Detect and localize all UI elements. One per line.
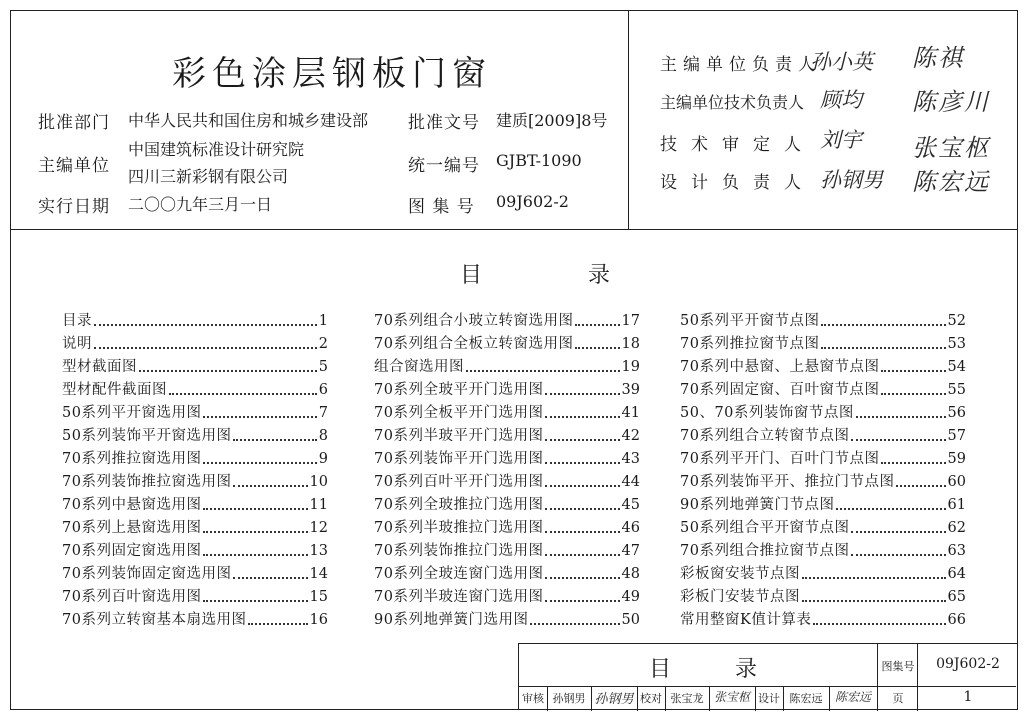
review-label: 审核 [522,692,544,705]
toc-entry-leader [575,333,619,349]
sig-row-sign-a-2: 顾均 [820,88,862,112]
check-signature: 张宝枢 [713,690,750,704]
page-number: 1 [963,689,973,705]
toc-entry-page: 46 [621,520,640,536]
toc-entry [680,586,966,609]
sig-row-sign-a-1: 孙小英 [810,50,873,74]
atlas-no-label: 图 集 号 [408,197,475,217]
toc-entry-page: 16 [309,612,328,628]
toc-entry [374,425,640,448]
toc-entry-leader [545,379,619,395]
toc-entry-page: 52 [947,313,966,329]
chief-unit-1: 中国建筑标准设计研究院 [128,140,305,159]
sig-row-label-2: 主编单位技术负责人 [660,93,805,112]
toc-entry-leader [881,356,945,372]
toc-entry [62,379,328,402]
toc-entry-title: 70系列中悬窗、上悬窗节点图 [680,359,880,375]
header-divider [10,229,1018,230]
toc-entry-title: 70系列上悬窗选用图 [62,520,202,536]
approval-dept: 中华人民共和国住房和城乡建设部 [128,111,369,130]
signature-block [660,46,1010,206]
toc-entry-leader [545,448,619,464]
toc-entry-title: 70系列立转窗基本扇选用图 [62,612,247,628]
toc-entry [680,540,966,563]
toc-entry [374,471,640,494]
toc-entry [62,448,328,471]
toc-entry-leader [203,517,307,533]
toc-entry [374,540,640,563]
toc-entry-title: 说明 [62,336,92,352]
toc-entry-title: 50系列平开窗选用图 [62,405,202,421]
toc-entry-title: 彩板门安装节点图 [680,589,800,605]
check-label: 校对 [640,692,662,705]
toc-entry-title: 70系列固定窗选用图 [62,543,202,559]
toc-entry [680,379,966,402]
design-signature: 陈宏远 [834,690,871,704]
toc-entry-leader [802,563,946,579]
sig-row-sign-a-3: 刘宇 [820,128,862,152]
toc-entry-title: 70系列组合小玻立转窗选用图 [374,313,574,329]
toc-entry-leader [545,402,619,418]
title-block-vline-1 [877,644,878,711]
review-name: 孙钢男 [552,692,586,705]
toc-entry-page: 18 [621,336,640,352]
toc-entry-title: 50、70系列装饰窗节点图 [680,405,854,421]
title-block-atlas-label: 图集号 [881,660,915,673]
toc-entry-leader [881,448,945,464]
toc-entry-leader [545,586,619,602]
toc-entry-title: 70系列平开门、百叶门节点图 [680,451,880,467]
review-signature: 孙钢男 [594,692,634,707]
toc-entry-leader [856,402,946,418]
toc-entry [680,425,966,448]
toc-entry-leader [821,310,945,326]
toc-entry-page: 14 [309,566,328,582]
toc-entry-leader [233,563,307,579]
toc-entry-title: 70系列装饰平开、推拉门节点图 [680,474,895,490]
toc-entry-title: 70系列半玻平开门选用图 [374,428,544,444]
toc-entry-title: 目录 [62,313,92,329]
toc-entry [374,310,640,333]
header-vertical-divider [628,10,629,229]
toc-entry-leader [203,494,307,510]
toc-entry [374,494,640,517]
toc-entry-leader [233,425,316,441]
toc-entry-title: 70系列全玻平开门选用图 [374,382,544,398]
toc-entry-page: 61 [947,497,966,513]
toc-entry-page: 47 [621,543,640,559]
toc-entry-page: 10 [309,474,328,490]
toc-entry-title: 70系列装饰推拉窗选用图 [62,474,232,490]
toc-entry-title: 70系列装饰平开门选用图 [374,451,544,467]
toc-entry-page: 50 [621,612,640,628]
page-label: 页 [892,692,904,705]
toc-entry-page: 9 [318,451,328,467]
check-name: 张宝龙 [670,692,704,705]
toc-entry [374,448,640,471]
toc-entry [62,333,328,356]
sig-row-sign-b-3: 张宝枢 [912,134,990,162]
toc-entry-leader [203,586,307,602]
toc-entry-page: 59 [947,451,966,467]
approval-doc: 建质[2009]8号 [496,111,608,130]
toc-entry-leader [545,494,619,510]
chief-unit-2: 四川三新彩钢有限公司 [128,167,289,186]
toc-entry [374,609,640,632]
toc-entry [374,517,640,540]
toc-entry-leader [94,333,317,349]
toc-entry [62,356,328,379]
toc-entry [62,563,328,586]
toc-entry [374,402,640,425]
toc-entry-page: 44 [621,474,640,490]
toc-entry [680,494,966,517]
toc-entry [680,517,966,540]
toc-entry-leader [836,494,945,510]
toc-entry [680,609,966,632]
toc-entry [62,425,328,448]
toc-entry-leader [248,609,307,625]
toc-entry [374,356,640,379]
toc-entry-page: 56 [947,405,966,421]
toc-entry-page: 7 [318,405,328,421]
toc-column-2 [374,310,640,632]
toc-entry-page: 57 [947,428,966,444]
chief-unit-label: 主编单位 [38,156,110,176]
toc-entry-title: 70系列百叶平开门选用图 [374,474,544,490]
toc-entry-title: 型材截面图 [62,359,137,375]
toc-entry-leader [94,310,317,326]
toc-entry-title: 70系列推拉窗节点图 [680,336,820,352]
toc-entry-page: 55 [947,382,966,398]
toc-entry [680,563,966,586]
toc-entry-title: 70系列全板平开门选用图 [374,405,544,421]
toc-entry-title: 70系列全玻连窗门选用图 [374,566,544,582]
toc-entry-page: 5 [318,359,328,375]
unified-no-label: 统一编号 [408,156,480,176]
title-block-name-left: 目 [649,657,672,682]
toc-column-1 [62,310,328,632]
toc-entry-leader [233,471,307,487]
toc-entry-title: 型材配件截面图 [62,382,167,398]
toc-entry-title: 70系列装饰固定窗选用图 [62,566,232,582]
toc-entry-page: 63 [947,543,966,559]
toc-entry-page: 43 [621,451,640,467]
toc-entry [62,471,328,494]
sig-row-label-4: 设计负责人 [660,173,815,193]
toc-entry [62,310,328,333]
toc-entry-page: 1 [318,313,328,329]
toc-entry [374,379,640,402]
sig-row-label-1: 主编单位负责人 [660,55,821,75]
toc-entry-page: 13 [309,543,328,559]
toc-entry-leader [881,379,945,395]
toc-entry-leader [545,540,619,556]
toc-entry [62,494,328,517]
toc-entry-page: 2 [318,336,328,352]
unified-no: GJBT-1090 [496,151,582,170]
toc-entry-page: 48 [621,566,640,582]
toc-entry-title: 组合窗选用图 [374,359,464,375]
toc-entry-page: 45 [621,497,640,513]
toc-entry-leader [545,517,619,533]
toc-entry-page: 12 [309,520,328,536]
approval-doc-label: 批准文号 [408,113,480,133]
toc-entry-page: 8 [318,428,328,444]
toc-entry [680,402,966,425]
toc-entry-page: 19 [621,359,640,375]
toc-entry-page: 15 [309,589,328,605]
toc-entry [680,471,966,494]
toc-entry-page: 64 [947,566,966,582]
title-block-atlas-no: 09J602-2 [936,656,1000,672]
toc-entry [374,586,640,609]
toc-entry-leader [545,425,619,441]
toc-entry-title: 70系列中悬窗选用图 [62,497,202,513]
toc-entry-title: 70系列固定窗、百叶窗节点图 [680,382,880,398]
toc-entry-title: 70系列组合立转窗节点图 [680,428,850,444]
toc-heading-left: 目 [460,263,483,288]
toc-entry-leader [466,356,620,372]
toc-entry-title: 常用整窗K值计算表 [680,612,812,628]
toc-entry-leader [545,563,619,579]
effective-date-label: 实行日期 [38,197,110,217]
toc-entry-title: 70系列组合全板立转窗选用图 [374,336,574,352]
toc-entry [680,448,966,471]
toc-entry-page: 42 [621,428,640,444]
title-block-hline [519,686,1016,687]
toc-entry [62,517,328,540]
toc-entry-title: 50系列平开窗节点图 [680,313,820,329]
effective-date: 二〇〇九年三月一日 [128,195,273,214]
toc-entry [62,586,328,609]
toc-entry-leader [851,425,945,441]
toc-entry [680,310,966,333]
toc-entry-title: 50系列装饰平开窗选用图 [62,428,232,444]
atlas-no: 09J602-2 [496,192,569,211]
toc-entry-title: 70系列组合推拉窗节点图 [680,543,850,559]
toc-entry-leader [821,333,945,349]
toc-entry-page: 54 [947,359,966,375]
toc-entry-title: 70系列半玻推拉门选用图 [374,520,544,536]
toc-entry-leader [169,379,317,395]
toc-entry-title: 彩板窗安装节点图 [680,566,800,582]
toc-entry-page: 41 [621,405,640,421]
toc-entry-leader [203,540,307,556]
toc-entry-leader [203,402,316,418]
toc-entry-page: 65 [947,589,966,605]
toc-entry-leader [530,609,619,625]
toc-entry-leader [203,448,316,464]
toc-entry-title: 70系列百叶窗选用图 [62,589,202,605]
toc-entry-title: 70系列半玻连窗门选用图 [374,589,544,605]
toc-entry-title: 90系列地弹簧门选用图 [374,612,529,628]
toc-entry-page: 49 [621,589,640,605]
toc-entry-title: 70系列装饰推拉门选用图 [374,543,544,559]
approval-dept-label: 批准部门 [38,113,110,133]
toc-entry [374,333,640,356]
toc-entry-leader [545,471,619,487]
toc-entry-leader [896,471,945,487]
toc-entry [680,356,966,379]
toc-entry-leader [851,517,945,533]
toc-entry-page: 39 [621,382,640,398]
toc-entry-leader [575,310,619,326]
toc-entry [62,609,328,632]
toc-entry-leader [139,356,317,372]
toc-column-3 [680,310,966,632]
design-name: 陈宏远 [789,692,823,705]
toc-entry-page: 17 [621,313,640,329]
title-block [518,643,1018,710]
atlas-title: 彩色涂层钢板门窗 [172,54,492,94]
title-block-name-right: 录 [735,657,758,682]
toc-heading-right: 录 [588,263,611,288]
sig-row-sign-a-4: 孙钢男 [820,168,883,192]
sig-row-label-3: 技术审定人 [660,135,815,155]
toc-entry-page: 60 [947,474,966,490]
toc-entry-page: 62 [947,520,966,536]
toc-entry-leader [851,540,945,556]
title-block-vline-2 [917,644,918,711]
toc-entry-title: 50系列组合平开窗节点图 [680,520,850,536]
toc-entry [62,402,328,425]
sig-row-sign-b-4: 陈宏远 [912,168,990,196]
toc-entry-title: 90系列地弹簧门节点图 [680,497,835,513]
design-label: 设计 [758,692,780,705]
toc-entry-page: 6 [318,382,328,398]
toc-entry [680,333,966,356]
toc-entry-page: 66 [947,612,966,628]
toc-entry [62,540,328,563]
toc-entry-leader [802,586,946,602]
toc-entry-leader [813,609,945,625]
toc-entry [374,563,640,586]
toc-entry-title: 70系列推拉窗选用图 [62,451,202,467]
toc-entry-title: 70系列全玻推拉门选用图 [374,497,544,513]
sig-row-sign-b-2: 陈彦川 [912,88,990,116]
sig-row-sign-b-1: 陈祺 [912,44,964,72]
toc-entry-page: 53 [947,336,966,352]
toc-entry-page: 11 [309,497,328,513]
